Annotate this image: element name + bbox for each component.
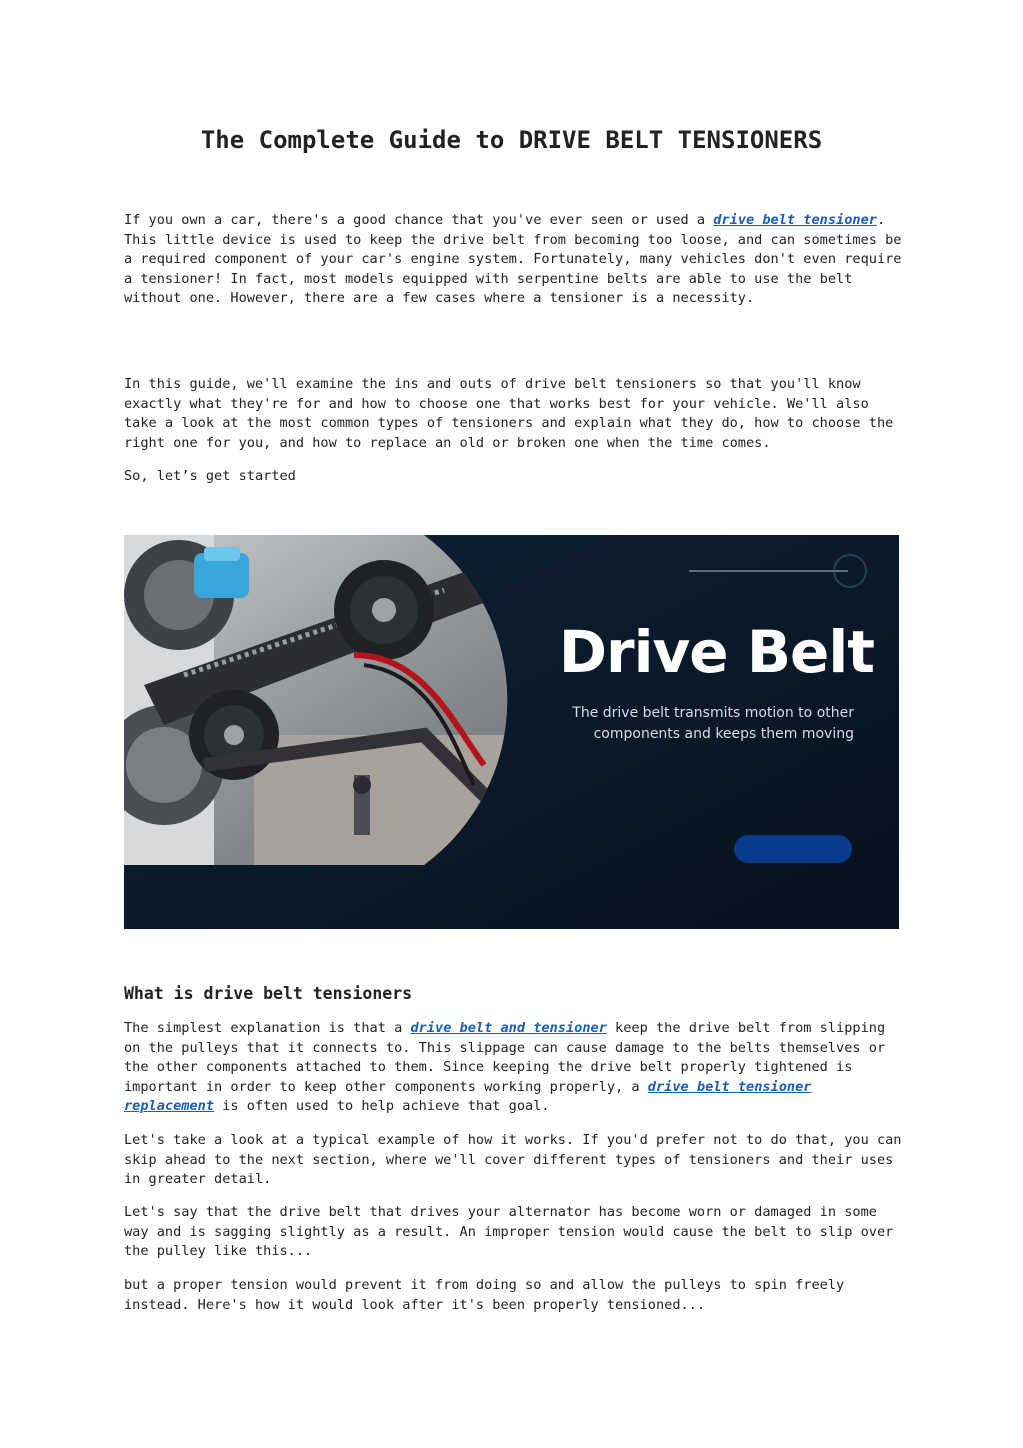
- section-text-before: The simplest explanation is that a: [124, 1020, 411, 1036]
- section-paragraph-1: [124, 1019, 902, 1117]
- drive-belt-banner-image: [124, 535, 899, 929]
- banner-subtitle: The drive belt transmits motion to other components and keeps them moving: [572, 705, 854, 742]
- drive-belt-and-tensioner-link[interactable]: drive belt and tensioner: [410, 1020, 607, 1036]
- intro-paragraph-2: In this guide, we'll examine the ins and outs of drive belt tensioners so that you'll know exactly what they're for and how to choose one that works best for your vehicle. We'll also take a look at the most common types of tensioners and explain what they do, how to choose the right one for you, and how to replace an old or broken one when the time comes.: [124, 376, 894, 451]
- intro-text-after: . This little device is used to keep the drive belt from becoming too loose, and can sometimes be a required component of your car's engine system. Fortunately, many vehicles don't even require a tensioner! In fact, most models equipped with serpentine belts are able to use the belt without one. However, there are a few cases where a tensioner is a necessity.: [124, 212, 902, 307]
- banner-button: [734, 835, 852, 863]
- section-paragraph-3: Let's say that the drive belt that drives your alternator has become worn or damaged in some way and is sagging slightly as a result. An improper tension would cause the belt to slip over the pulley like this...: [124, 1204, 894, 1260]
- drive-belt-tensioner-replacement-link[interactable]: drive belt tensioner replacement: [124, 1078, 812, 1115]
- banner-title: Drive Belt: [558, 618, 874, 686]
- intro-paragraph-1: [124, 211, 902, 309]
- section-text-mid: keep the drive belt from slipping on the pulleys that it connects to. This slippage can cause damage to the belts themselves or the other components attached to them. Since keeping the drive belt properly tightened is important in order to keep other components working properly, a: [124, 1020, 886, 1095]
- drive-belt-tensioner-link[interactable]: drive belt tensioner: [713, 212, 877, 228]
- section-paragraph-4: but a proper tension would prevent it from doing so and allow the pulleys to spin freely instead. Here's how it would look after it's been properly tensioned...: [124, 1277, 845, 1313]
- section-paragraph-2: Let's take a look at a typical example of how it works. If you'd prefer not to do that, you can skip ahead to the next section, where we'll cover different types of tensioners and their uses in greater detail.: [124, 1132, 902, 1188]
- intro-paragraph-3: So, let’s get started: [124, 468, 296, 484]
- page-title: The Complete Guide to DRIVE BELT TENSIONERS: [200, 126, 823, 154]
- section-heading-what-is: What is drive belt tensioners: [124, 984, 413, 1003]
- intro-text-before: If you own a car, there's a good chance that you've ever seen or used a: [124, 212, 714, 228]
- section-text-after: is often used to help achieve that goal.: [214, 1098, 550, 1115]
